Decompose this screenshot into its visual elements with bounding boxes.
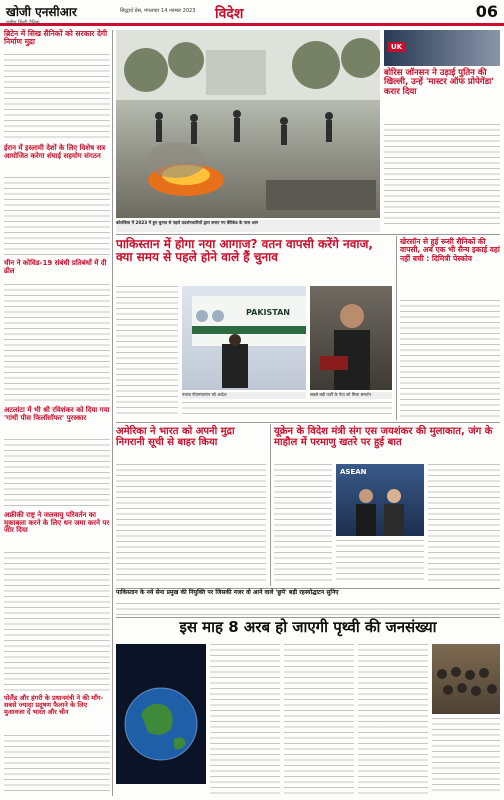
america-headline: अमेरिका ने भारत को अपनी मुद्रा निगरानी सूची से बाहर किया bbox=[116, 426, 235, 448]
section-title: विदेश bbox=[215, 6, 244, 22]
asean-meeting-photo bbox=[336, 464, 424, 536]
article-body bbox=[4, 552, 110, 692]
article-body bbox=[4, 735, 110, 795]
protest-scene-illustration bbox=[116, 30, 380, 218]
article-body bbox=[210, 644, 280, 794]
masthead bbox=[0, 0, 504, 26]
left-headline-3: चीन ने कोविड-19 संबंधी प्रतिबंधों में दी ढील bbox=[4, 259, 107, 275]
plane-caption: नवाज पीएमएलएन को आदेश bbox=[182, 392, 306, 399]
left-headline-5: अफ्रीकी राष्ट्र ने जलवायु परिवर्तन का मुकाबला करने के लिए धन जमा करने पर जोर दिया bbox=[4, 511, 110, 535]
article-body bbox=[336, 540, 424, 584]
crowd-photo bbox=[432, 644, 500, 714]
brand-subtitle: राष्ट्रीय हिन्दी दैनिक bbox=[6, 20, 40, 26]
speaker-illustration bbox=[310, 286, 392, 390]
column-divider bbox=[270, 424, 271, 586]
article-body bbox=[116, 464, 266, 584]
article-body bbox=[4, 177, 110, 257]
plane-illustration bbox=[182, 286, 306, 390]
column-divider bbox=[112, 30, 113, 796]
article-body bbox=[116, 603, 500, 615]
article-body bbox=[384, 124, 500, 226]
article-body bbox=[358, 644, 428, 794]
article-body bbox=[274, 464, 332, 584]
speaker-caption: सबसे बड़ी पार्टी के नेता को मिला समर्थन bbox=[310, 392, 392, 399]
crowd-illustration bbox=[432, 644, 500, 714]
article-body bbox=[400, 300, 500, 418]
population-headline: इस माह 8 अरब हो जाएगी पृथ्वी की जनसंख्या bbox=[179, 618, 437, 636]
article-body bbox=[432, 718, 500, 794]
brand-logo bbox=[6, 3, 77, 26]
article-body bbox=[4, 439, 110, 509]
column-divider bbox=[396, 236, 397, 420]
right-top-story bbox=[384, 30, 500, 232]
asean-logo-text: ASEAN bbox=[340, 468, 367, 476]
article-body bbox=[182, 402, 392, 418]
boris-headline: बोरिस जॉनसन ने उड़ाई पुतिन की खिल्ली, उन्हें 'मास्टर ऑफ प्रोपेगेंडा' करार दिया bbox=[384, 68, 494, 97]
article-body bbox=[4, 54, 110, 142]
flag-badge: UK bbox=[388, 42, 405, 52]
photo-caption: कोलंबिया में 2023 में हुए चुनाव से पहले प्रदर्शनकारियों द्वारा बनाए गए बैरिकेड के पास आग bbox=[116, 220, 380, 232]
pak-army-headline: पाकिस्तान के नये सेना प्रमुख की नियुक्ति पर जिसकी नजर वो आने वाले 'छुपे' बड़ी रहस्योद्घाटन सुनिए bbox=[116, 589, 339, 596]
earth-illustration bbox=[116, 644, 206, 784]
section-divider bbox=[116, 234, 500, 235]
plane-photo bbox=[182, 286, 306, 390]
left-headline-6: पोलैंड और हंगरी के प्रधानमंत्री ने की माँग- सबसे ज्यादा प्रदूषण फैलाने के लिए मुआवजा दें भारत और चीन bbox=[4, 694, 104, 717]
boris-johnson-photo bbox=[384, 30, 500, 66]
article-body bbox=[116, 286, 178, 416]
left-headline-2: ईरान में इस्लामी देशों के लिए विशेष सत्र आयोजित करेगा शंघाई सहयोग संगठन bbox=[4, 144, 106, 160]
earth-photo bbox=[116, 644, 206, 784]
left-column bbox=[4, 30, 110, 796]
article-body bbox=[428, 464, 500, 584]
issue-date: सिद्धार्थ प्रेस, मंगलवार 14 नवम्बर 2023 bbox=[120, 8, 196, 14]
kherson-headline: खेरसॉन से हुई रूसी सैनिकों की वापसी, अब एक भी सैन्य इकाई वहां नहीं बची : दिमित्री पेस्कोव bbox=[400, 237, 500, 263]
left-headline-1: ब्रिटेन में सिख सैनिकों को सरकार देगी निर्माण मुद्रा bbox=[4, 29, 108, 47]
pakistan-headline: पाकिस्तान में होगा नया आगाज? वतन वापसी करेंगे नवाज, क्या समय से पहले होने वाले हैं चुनाव bbox=[116, 237, 373, 265]
ukraine-headline: यूक्रेन के विदेश मंत्री संग एस जयशंकर की मुलाकात, जंग के माहौल में परमाणु खतरे पर हुई बात bbox=[274, 426, 493, 448]
protest-photo bbox=[116, 30, 380, 218]
article-body bbox=[284, 644, 354, 794]
article-body bbox=[4, 284, 110, 404]
brand-name: खोजी एनसीआर bbox=[6, 5, 77, 19]
left-headline-4: अटलांटा में भी श्री रविशंकर को दिया गया 'गांधी पीस फिलॉसॉफर' पुरस्कार bbox=[4, 406, 110, 422]
section-divider bbox=[116, 422, 500, 423]
plane-livery-text: PAKISTAN bbox=[246, 308, 290, 317]
page-number: 06 bbox=[475, 2, 498, 21]
speaker-photo bbox=[310, 286, 392, 390]
